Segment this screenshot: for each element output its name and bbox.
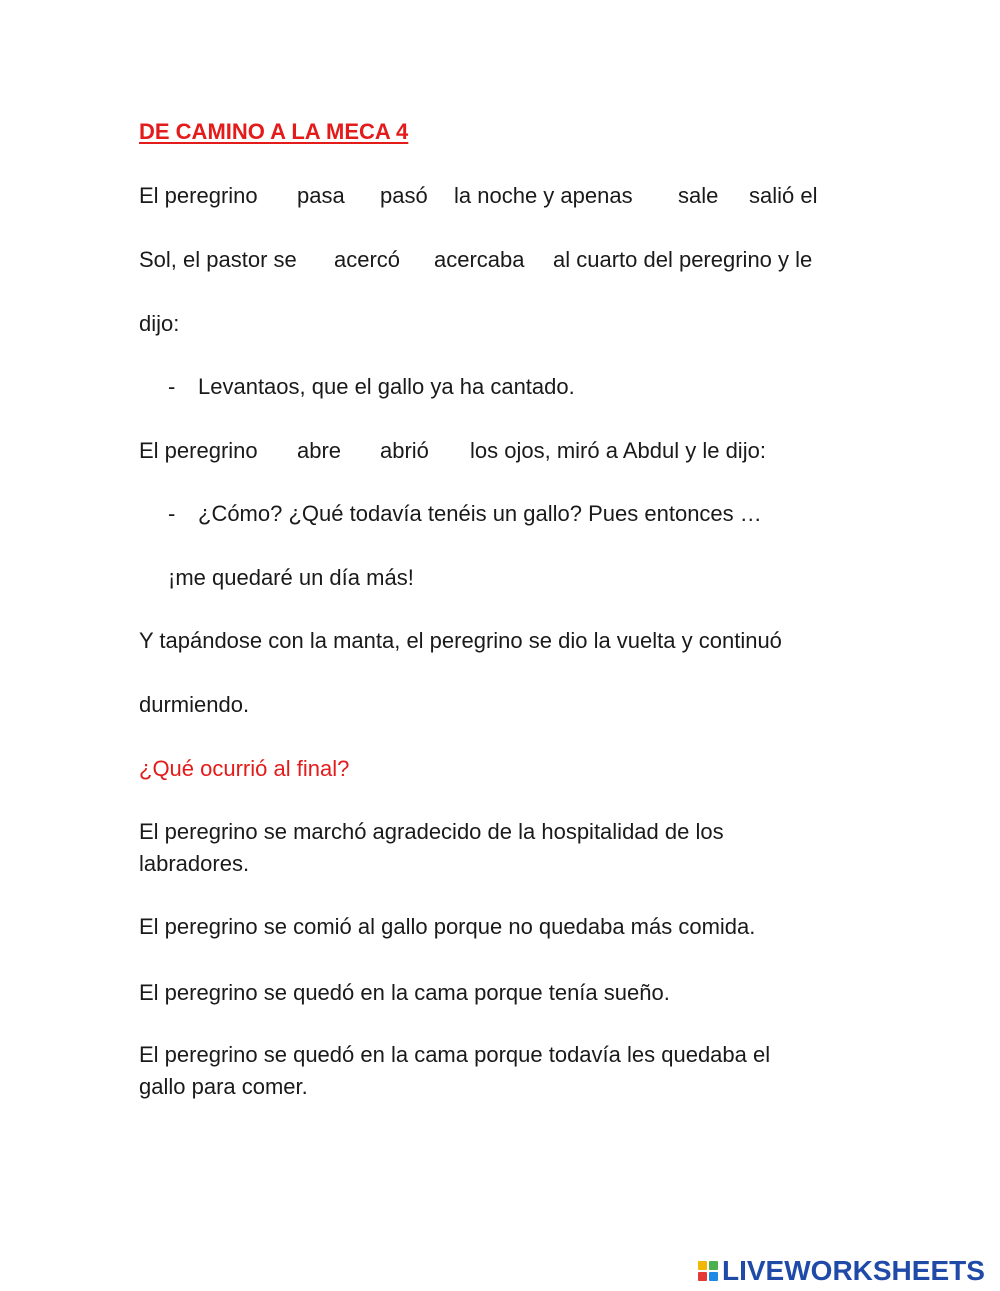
answer-option-4-line1: El peregrino se quedó en la cama porque todavía les quedaba el	[139, 1042, 771, 1067]
dialogue2-text: ¿Cómo? ¿Qué todavía tenéis un gallo? Pues entonces …	[198, 501, 762, 526]
answer-option-2[interactable]	[139, 911, 839, 943]
paragraph1-line1	[0, 180, 1000, 212]
answer-option-4[interactable]	[139, 1039, 839, 1103]
answer-option-3-line1: El peregrino se quedó en la cama porque tenía sueño.	[139, 980, 670, 1005]
question-heading: ¿Qué ocurrió al final?	[139, 756, 350, 781]
answer-option-1[interactable]	[139, 816, 839, 880]
choice-abrio[interactable]: abrió	[380, 438, 429, 463]
choice-salio[interactable]: salió el	[749, 183, 818, 208]
answer-option-3[interactable]	[139, 977, 839, 1009]
paragraph3-line2: durmiendo.	[139, 692, 250, 717]
dialogue1-dash: -	[168, 374, 176, 399]
logo-block-blue	[709, 1272, 718, 1281]
paragraph3-line1: Y tapándose con la manta, el peregrino se dio la vuelta y continuó	[139, 628, 782, 653]
paragraph1-text2: la noche y apenas	[454, 183, 633, 208]
logo-text: LIVEWORKSHEETS	[722, 1255, 985, 1286]
logo-block-yellow	[698, 1261, 707, 1270]
dialogue1-text: Levantaos, que el gallo ya ha cantado.	[198, 374, 575, 399]
answer-option-4-line2: gallo para comer.	[139, 1074, 308, 1099]
logo-blocks-icon	[698, 1261, 718, 1281]
dialogue2-continuation: ¡me quedaré un día más!	[168, 565, 414, 590]
paragraph1-text4: al cuarto del peregrino y le	[553, 247, 813, 272]
dialogue2-dash: -	[168, 501, 176, 526]
choice-acerco[interactable]: acercó	[334, 247, 401, 272]
dialogue2	[168, 498, 762, 530]
choice-sale[interactable]: sale	[678, 183, 719, 208]
choice-abre[interactable]: abre	[297, 438, 342, 463]
paragraph1-line3: dijo:	[139, 311, 180, 336]
choice-paso[interactable]: pasó	[380, 183, 428, 208]
dialogue1	[168, 371, 575, 403]
choice-acercaba[interactable]: acercaba	[434, 247, 525, 272]
paragraph2-text1: El peregrino	[139, 438, 258, 463]
paragraph2	[0, 435, 1000, 467]
liveworksheets-logo	[698, 1257, 985, 1285]
answer-option-2-line1: El peregrino se comió al gallo porque no quedaba más comida.	[139, 914, 756, 939]
logo-block-green	[709, 1261, 718, 1270]
paragraph1-text3: Sol, el pastor se	[139, 247, 297, 272]
paragraph1-text1: El peregrino	[139, 183, 258, 208]
logo-block-red	[698, 1272, 707, 1281]
choice-pasa[interactable]: pasa	[297, 183, 345, 208]
paragraph1-line2	[0, 244, 1000, 276]
answer-option-1-line2: labradores.	[139, 851, 250, 876]
answer-option-1-line1: El peregrino se marchó agradecido de la hospitalidad de los	[139, 819, 724, 844]
paragraph2-text2: los ojos, miró a Abdul y le dijo:	[470, 438, 766, 463]
worksheet-title: DE CAMINO A LA MECA 4	[139, 119, 409, 144]
